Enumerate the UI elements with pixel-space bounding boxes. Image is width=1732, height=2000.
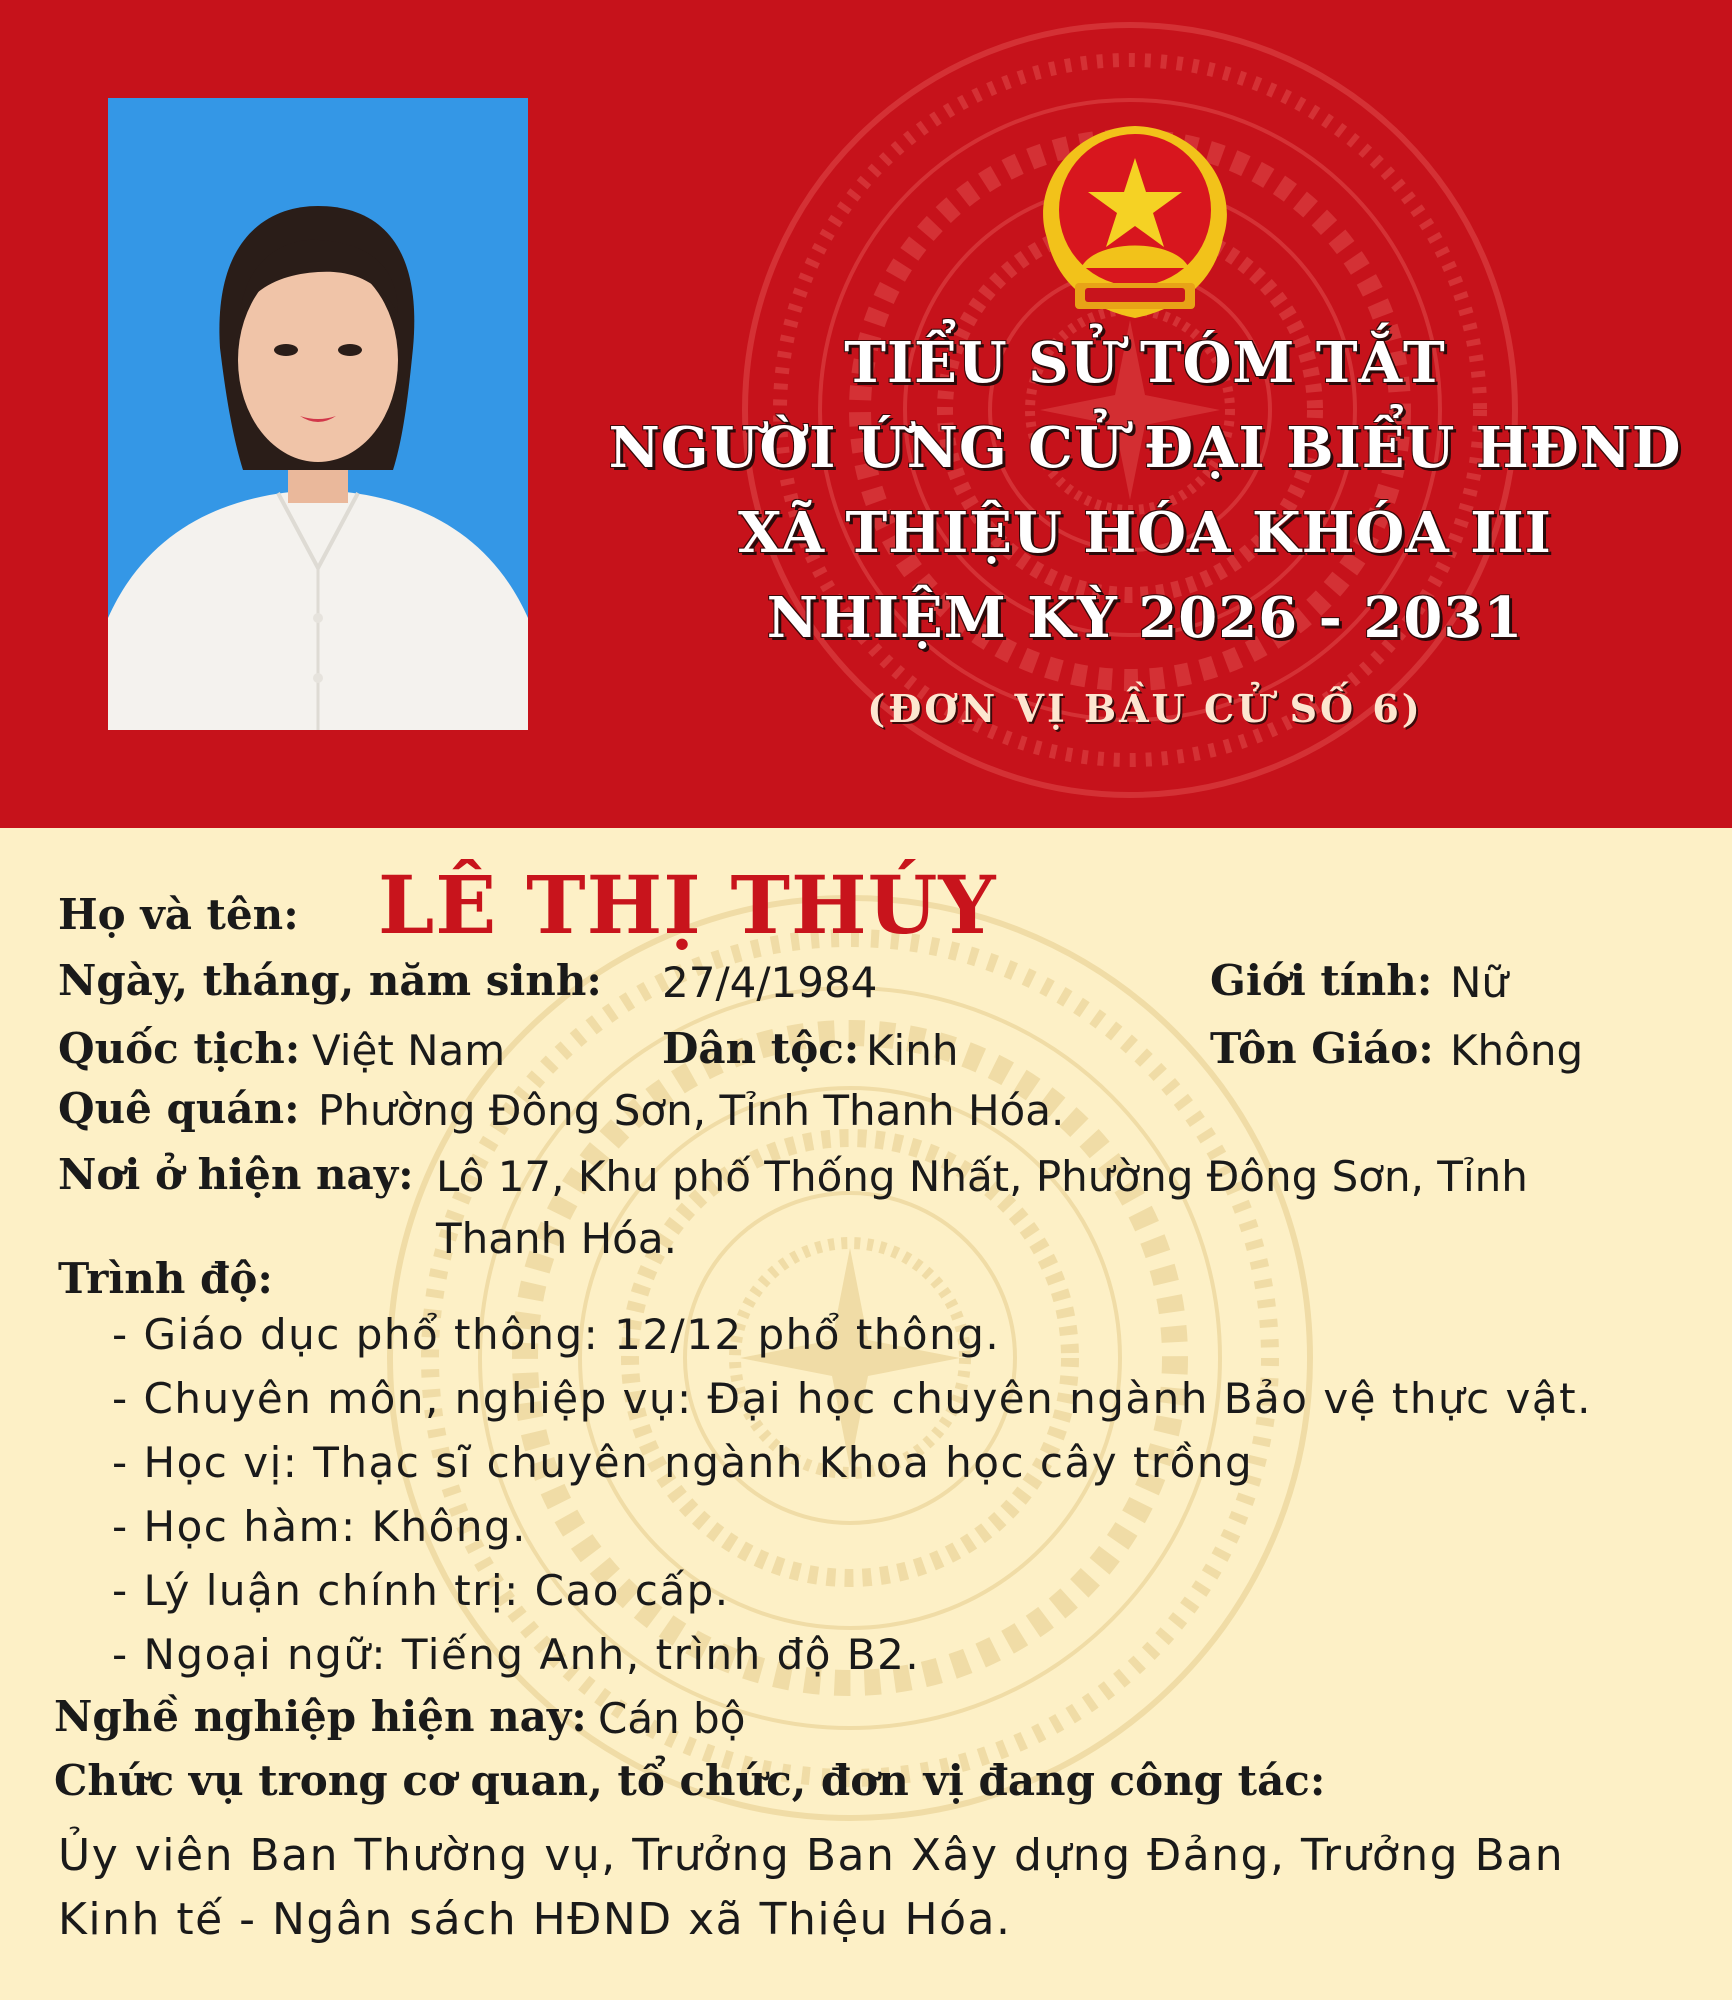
gender-label: Giới tính: <box>1210 956 1433 1005</box>
occupation-value: Cán bộ <box>598 1694 746 1743</box>
dob-value: 27/4/1984 <box>662 958 878 1007</box>
education-item: - Ngoại ngữ: Tiếng Anh, trình độ B2. <box>112 1630 921 1679</box>
candidate-photo <box>108 98 528 730</box>
residence-value-line-1: Lô 17, Khu phố Thống Nhất, Phường Đông Sơn, Tỉnh <box>436 1152 1528 1201</box>
title-line-2: NGƯỜI ỨNG CỬ ĐẠI BIỂU HĐND <box>608 415 1682 481</box>
electoral-unit-subtitle: (ĐƠN VỊ BẦU CỬ SỐ 6) <box>867 686 1423 731</box>
religion-value: Không <box>1450 1026 1584 1075</box>
residence-label: Nơi ở hiện nay: <box>58 1150 414 1199</box>
hometown-label: Quê quán: <box>58 1084 300 1133</box>
education-item: - Học hàm: Không. <box>112 1502 527 1551</box>
education-item: - Giáo dục phổ thông: 12/12 phổ thông. <box>112 1310 1001 1359</box>
title-line-4: NHIỆM KỲ 2026 - 2031 <box>766 585 1524 651</box>
national-emblem-icon <box>1025 118 1245 326</box>
title-line-1: TIỂU SỬ TÓM TẮT <box>844 330 1446 396</box>
hometown-value: Phường Đông Sơn, Tỉnh Thanh Hóa. <box>318 1086 1065 1135</box>
ethnicity-label: Dân tộc: <box>662 1024 860 1073</box>
profile-panel <box>0 828 1732 2000</box>
ethnicity-value: Kinh <box>866 1026 959 1075</box>
title-line-3: XÃ THIỆU HÓA KHÓA III <box>738 500 1552 566</box>
residence-value-line-2: Thanh Hóa. <box>436 1214 677 1263</box>
education-item: - Lý luận chính trị: Cao cấp. <box>112 1566 730 1615</box>
nationality-label: Quốc tịch: <box>58 1024 301 1073</box>
candidate-name: LÊ THỊ THÚY <box>378 858 997 952</box>
occupation-label: Nghề nghiệp hiện nay: <box>54 1692 587 1741</box>
nationality-value: Việt Nam <box>312 1026 506 1075</box>
name-label: Họ và tên: <box>58 890 299 939</box>
header-banner <box>0 0 1732 828</box>
education-item: - Chuyên môn, nghiệp vụ: Đại học chuyên ngành Bảo vệ thực vật. <box>112 1374 1592 1423</box>
education-label: Trình độ: <box>58 1254 273 1303</box>
position-label: Chức vụ trong cơ quan, tổ chức, đơn vị đang công tác: <box>54 1756 1326 1805</box>
position-value-line-1: Ủy viên Ban Thường vụ, Trưởng Ban Xây dựng Đảng, Trưởng Ban <box>58 1830 1565 1881</box>
education-item: - Học vị: Thạc sĩ chuyên ngành Khoa học cây trồng <box>112 1438 1254 1487</box>
religion-label: Tôn Giáo: <box>1210 1024 1434 1073</box>
gender-value: Nữ <box>1450 958 1509 1007</box>
dob-label: Ngày, tháng, năm sinh: <box>58 956 602 1005</box>
position-value-line-2: Kinh tế - Ngân sách HĐND xã Thiệu Hóa. <box>58 1894 1012 1945</box>
